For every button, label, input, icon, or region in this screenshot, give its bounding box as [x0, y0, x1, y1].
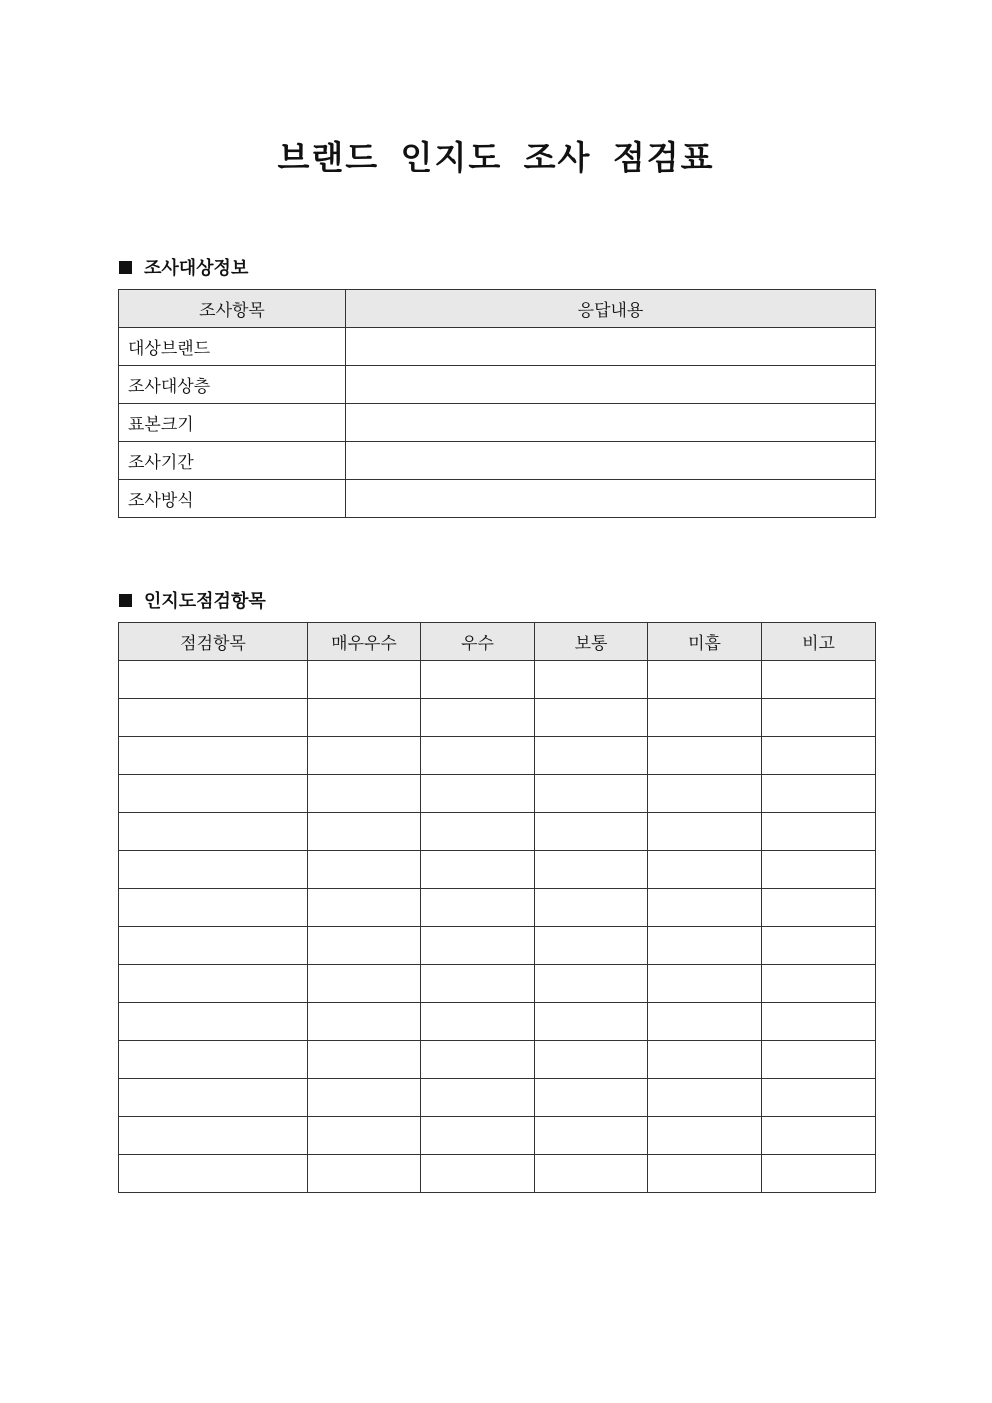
poor-cell[interactable] — [648, 1041, 762, 1079]
average-cell[interactable] — [535, 1117, 648, 1155]
table-row — [119, 889, 876, 927]
remarks-cell[interactable] — [762, 775, 876, 813]
very-good-cell[interactable] — [308, 965, 421, 1003]
good-cell[interactable] — [421, 1117, 535, 1155]
average-cell[interactable] — [535, 1079, 648, 1117]
response-cell[interactable] — [346, 480, 876, 518]
row-label: 조사기간 — [119, 442, 346, 480]
very-good-cell[interactable] — [308, 699, 421, 737]
average-cell[interactable] — [535, 851, 648, 889]
good-cell[interactable] — [421, 889, 535, 927]
check-item-cell[interactable] — [119, 699, 308, 737]
good-cell[interactable] — [421, 699, 535, 737]
check-item-cell[interactable] — [119, 851, 308, 889]
table-row — [119, 442, 876, 480]
header-check-item: 점검항목 — [119, 623, 308, 661]
average-cell[interactable] — [535, 775, 648, 813]
header-response: 응답내용 — [346, 290, 876, 328]
table-row — [119, 1079, 876, 1117]
very-good-cell[interactable] — [308, 927, 421, 965]
check-item-cell[interactable] — [119, 1079, 308, 1117]
good-cell[interactable] — [421, 1155, 535, 1193]
remarks-cell[interactable] — [762, 927, 876, 965]
table-row — [119, 661, 876, 699]
average-cell[interactable] — [535, 737, 648, 775]
average-cell[interactable] — [535, 699, 648, 737]
response-cell[interactable] — [346, 366, 876, 404]
section-heading-target-info — [119, 254, 248, 280]
table-row — [119, 404, 876, 442]
response-cell[interactable] — [346, 442, 876, 480]
remarks-cell[interactable] — [762, 1117, 876, 1155]
table-row — [119, 699, 876, 737]
header-poor: 미흡 — [648, 623, 762, 661]
target-info-table — [118, 289, 876, 518]
good-cell[interactable] — [421, 813, 535, 851]
remarks-cell[interactable] — [762, 1079, 876, 1117]
check-item-cell[interactable] — [119, 927, 308, 965]
poor-cell[interactable] — [648, 813, 762, 851]
good-cell[interactable] — [421, 851, 535, 889]
poor-cell[interactable] — [648, 889, 762, 927]
row-label: 표본크기 — [119, 404, 346, 442]
check-item-cell[interactable] — [119, 1041, 308, 1079]
poor-cell[interactable] — [648, 1079, 762, 1117]
good-cell[interactable] — [421, 1041, 535, 1079]
remarks-cell[interactable] — [762, 965, 876, 1003]
poor-cell[interactable] — [648, 965, 762, 1003]
very-good-cell[interactable] — [308, 737, 421, 775]
remarks-cell[interactable] — [762, 699, 876, 737]
check-item-cell[interactable] — [119, 1155, 308, 1193]
table-row — [119, 480, 876, 518]
remarks-cell[interactable] — [762, 851, 876, 889]
header-good: 우수 — [421, 623, 535, 661]
table-header-row — [119, 290, 876, 328]
response-cell[interactable] — [346, 328, 876, 366]
square-bullet-icon — [119, 261, 132, 274]
good-cell[interactable] — [421, 1003, 535, 1041]
remarks-cell[interactable] — [762, 1155, 876, 1193]
header-remarks: 비고 — [762, 623, 876, 661]
poor-cell[interactable] — [648, 851, 762, 889]
check-item-cell[interactable] — [119, 1003, 308, 1041]
remarks-cell[interactable] — [762, 1041, 876, 1079]
check-item-cell[interactable] — [119, 775, 308, 813]
poor-cell[interactable] — [648, 775, 762, 813]
average-cell[interactable] — [535, 1003, 648, 1041]
table-row — [119, 1041, 876, 1079]
remarks-cell[interactable] — [762, 1003, 876, 1041]
table-header-row — [119, 623, 876, 661]
average-cell[interactable] — [535, 927, 648, 965]
table-row — [119, 737, 876, 775]
remarks-cell[interactable] — [762, 737, 876, 775]
poor-cell[interactable] — [648, 737, 762, 775]
check-item-cell[interactable] — [119, 965, 308, 1003]
very-good-cell[interactable] — [308, 1155, 421, 1193]
remarks-cell[interactable] — [762, 813, 876, 851]
good-cell[interactable] — [421, 927, 535, 965]
check-item-cell[interactable] — [119, 661, 308, 699]
very-good-cell[interactable] — [308, 1079, 421, 1117]
check-item-cell[interactable] — [119, 1117, 308, 1155]
poor-cell[interactable] — [648, 1003, 762, 1041]
very-good-cell[interactable] — [308, 775, 421, 813]
very-good-cell[interactable] — [308, 1041, 421, 1079]
row-label: 조사대상층 — [119, 366, 346, 404]
row-label: 대상브랜드 — [119, 328, 346, 366]
remarks-cell[interactable] — [762, 889, 876, 927]
poor-cell[interactable] — [648, 1155, 762, 1193]
average-cell[interactable] — [535, 889, 648, 927]
average-cell[interactable] — [535, 1041, 648, 1079]
row-label: 조사방식 — [119, 480, 346, 518]
square-bullet-icon — [119, 594, 132, 607]
header-very-good: 매우우수 — [308, 623, 421, 661]
awareness-check-table — [118, 622, 876, 1193]
header-survey-item: 조사항목 — [119, 290, 346, 328]
average-cell[interactable] — [535, 1155, 648, 1193]
section-heading-label: 조사대상정보 — [144, 258, 249, 279]
average-cell[interactable] — [535, 661, 648, 699]
very-good-cell[interactable] — [308, 813, 421, 851]
very-good-cell[interactable] — [308, 1003, 421, 1041]
response-cell[interactable] — [346, 404, 876, 442]
section-heading-label: 인지도점검항목 — [144, 591, 266, 612]
very-good-cell[interactable] — [308, 851, 421, 889]
section-heading-awareness-items — [119, 587, 266, 613]
table-row — [119, 1003, 876, 1041]
average-cell[interactable] — [535, 965, 648, 1003]
remarks-cell[interactable] — [762, 661, 876, 699]
header-average: 보통 — [535, 623, 648, 661]
table-row — [119, 927, 876, 965]
table-row — [119, 813, 876, 851]
very-good-cell[interactable] — [308, 889, 421, 927]
very-good-cell[interactable] — [308, 1117, 421, 1155]
good-cell[interactable] — [421, 661, 535, 699]
table-row — [119, 775, 876, 813]
table-row — [119, 851, 876, 889]
good-cell[interactable] — [421, 737, 535, 775]
poor-cell[interactable] — [648, 699, 762, 737]
poor-cell[interactable] — [648, 1117, 762, 1155]
table-row — [119, 328, 876, 366]
page-title: 브랜드 인지도 조사 점검표 — [277, 138, 715, 177]
good-cell[interactable] — [421, 775, 535, 813]
poor-cell[interactable] — [648, 661, 762, 699]
table-row — [119, 366, 876, 404]
good-cell[interactable] — [421, 1079, 535, 1117]
check-item-cell[interactable] — [119, 737, 308, 775]
poor-cell[interactable] — [648, 927, 762, 965]
average-cell[interactable] — [535, 813, 648, 851]
table-row — [119, 1155, 876, 1193]
check-item-cell[interactable] — [119, 813, 308, 851]
table-row — [119, 965, 876, 1003]
check-item-cell[interactable] — [119, 889, 308, 927]
good-cell[interactable] — [421, 965, 535, 1003]
table-row — [119, 1117, 876, 1155]
very-good-cell[interactable] — [308, 661, 421, 699]
